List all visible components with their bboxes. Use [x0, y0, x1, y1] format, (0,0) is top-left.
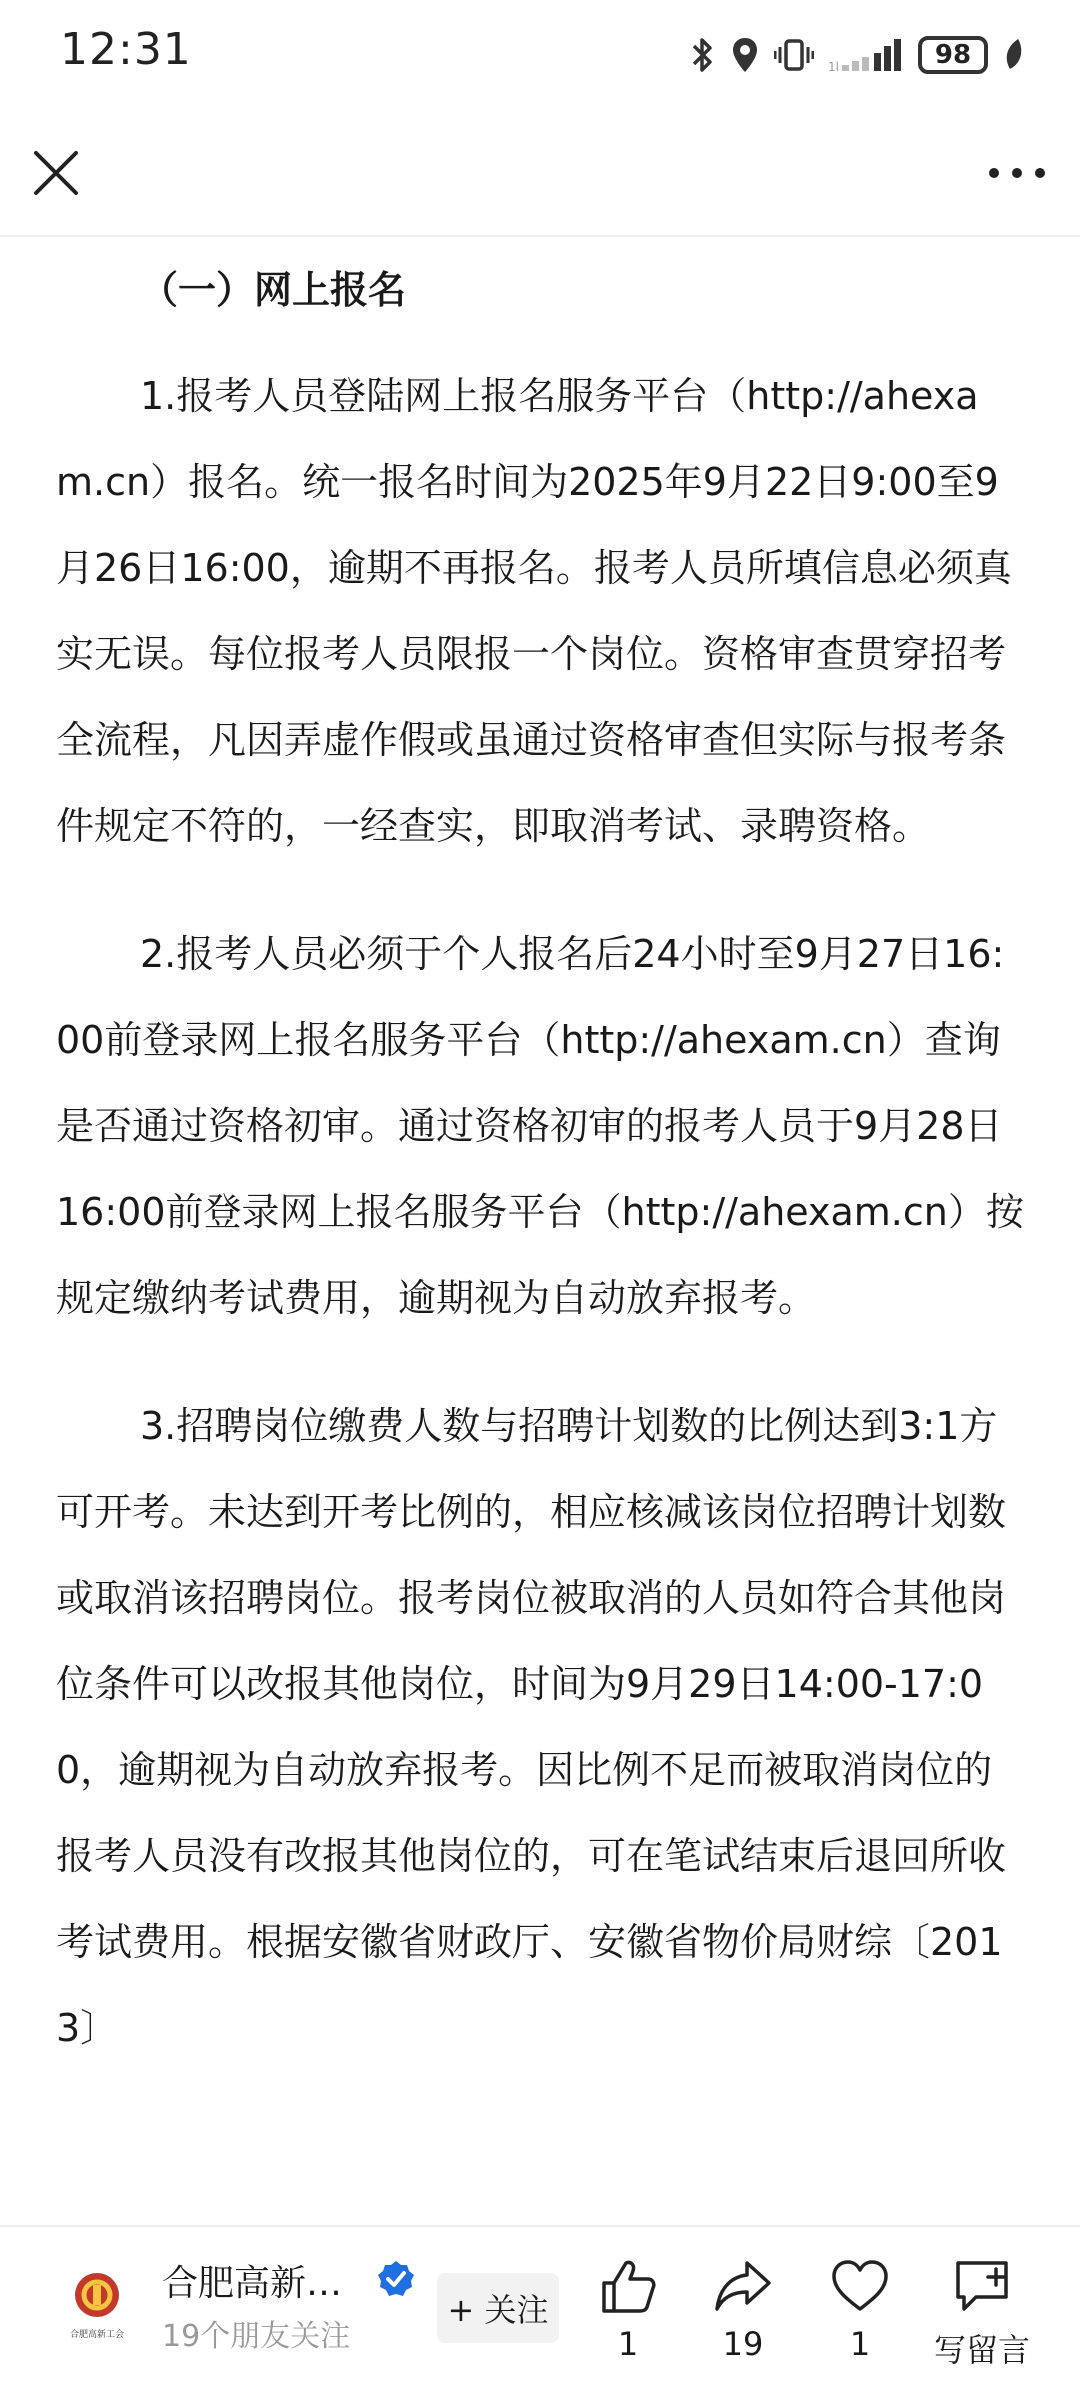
- account-logo-text: 合肥高新工会: [69, 2330, 125, 2340]
- comment-label: 写留言: [933, 2331, 1030, 2369]
- section-heading: （一）网上报名: [140, 268, 407, 312]
- vibrate-icon: [774, 35, 814, 75]
- signal-icon: [828, 35, 904, 75]
- account-name[interactable]: 合肥高新…: [162, 2263, 343, 2304]
- svg-text:1l: 1l: [828, 60, 839, 74]
- article-paragraph: 2.报考人员必须于个人报名后24小时至9月27日16:00前登录网上报名服务平台（http://ahexam.cn）查询是否通过资格初审。通过资格初审的报考人员于9月28日16:00前登录网上报名服务平台（http://ahexam.cn）按规定缴纳考试费用，逾期视为自动放弃报考。: [56, 932, 1024, 1320]
- account-logo[interactable]: [56, 2263, 138, 2345]
- battery-indicator: 98: [918, 36, 988, 74]
- status-icons: [690, 30, 1024, 80]
- verified-icon: [376, 2259, 416, 2299]
- share-icon: [713, 2257, 773, 2315]
- top-nav: [0, 110, 1080, 237]
- bluetooth-icon: [690, 35, 716, 75]
- status-bar: [0, 0, 1080, 110]
- more-icon[interactable]: [982, 145, 1052, 201]
- like-icon: [598, 2257, 658, 2315]
- share-button[interactable]: [688, 2257, 798, 2363]
- article-paragraph: 1.报考人员登陆网上报名服务平台（http://ahexam.cn）报名。统一报名时间为2025年9月22日9:00至9月26日16:00，逾期不再报名。报考人员所填信息必须真实无误。每位报考人员限报一个岗位。资格审查贯穿招考全流程，凡因弄虚作假或虽通过资格审查但实际与报考条件规定不符的，一经查实，即取消考试、录聘资格。: [56, 374, 1012, 848]
- comment-icon: [952, 2257, 1012, 2315]
- share-count: 19: [722, 2325, 764, 2363]
- location-icon: [730, 35, 760, 75]
- favorite-button[interactable]: [805, 2257, 915, 2363]
- follow-button[interactable]: + 关注: [437, 2273, 559, 2343]
- friends-follow-count: 19个朋友关注: [162, 2319, 351, 2354]
- favorite-count: 1: [849, 2325, 871, 2363]
- like-button[interactable]: [573, 2257, 683, 2363]
- heart-icon: [830, 2257, 890, 2315]
- status-time: 12:31: [60, 24, 192, 75]
- like-count: 1: [617, 2325, 639, 2363]
- comment-button[interactable]: [922, 2257, 1042, 2371]
- leaf-icon: [1002, 35, 1024, 75]
- article-body: [56, 235, 1026, 2225]
- bottom-action-bar: [0, 2225, 1080, 2389]
- close-icon[interactable]: [28, 145, 84, 201]
- article-paragraph: 3.招聘岗位缴费人数与招聘计划数的比例达到3:1方可开考。未达到开考比例的，相应核减该岗位招聘计划数或取消该招聘岗位。报考岗位被取消的人员如符合其他岗位条件可以改报其他岗位，时间为9月29日14:00-17:00，逾期视为自动放弃报考。因比例不足而被取消岗位的报考人员没有改报其他岗位的，可在笔试结束后退回所收考试费用。根据安徽省财政厅、安徽省物价局财综〔2013〕: [56, 1404, 1007, 2050]
